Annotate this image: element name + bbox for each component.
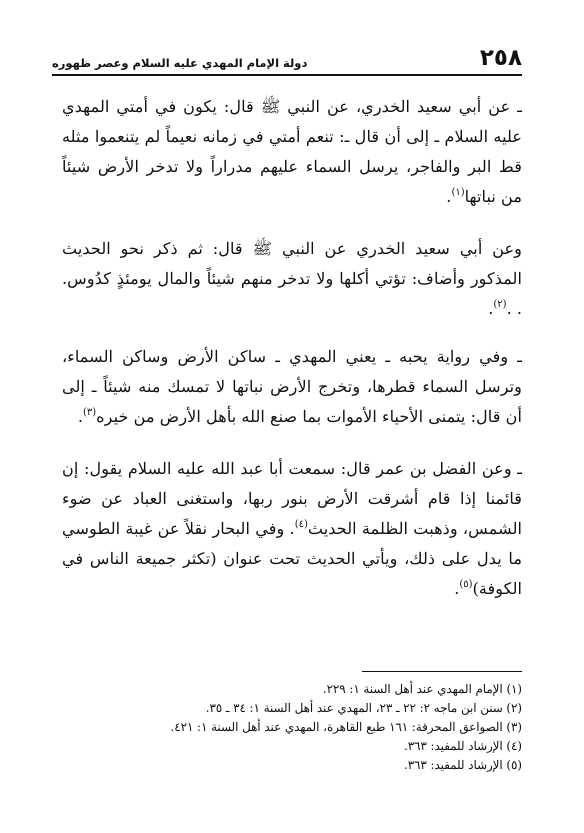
footnote-ref-2: (٢) [493,299,507,310]
footnote-3: (٣) الصواعق المحرقة: ١٦١ طبع القاهرة، المهدي عند أهل السنة ١: ٤٢١. [170,720,522,734]
paragraph-2 [62,234,522,324]
paragraph-3 [62,342,522,432]
running-header [52,44,522,76]
footnote-ref-3: (٣) [82,407,97,418]
footnote-5: (٥) الإرشاد للمفيد: ٣٦٣. [403,758,522,772]
paragraph-2-text: وعن أبي سعيد الخدري عن النبي ﷺ قال: ثم ذكر نحو الحديث المذكور وأضاف: تؤتي أكلها ولا تدخر منهم شيئاً والمال يومئذٍ كدُوس. . . [62,239,522,318]
footnote-1: (١) الإمام المهدي عند أهل السنة ١: ٢٢٩. [322,682,522,696]
running-title: دولة الإمام المهدي عليه السلام وعصر ظهوره [52,56,308,70]
paragraph-1 [62,92,522,212]
main-text [62,92,522,626]
page-number: ٢٥٨ [479,45,522,71]
footnote-ref-1: (١) [451,187,465,198]
footnote-separator [362,671,522,672]
paragraph-4-end: . [454,579,460,598]
paragraph-4 [62,454,522,604]
paragraph-1-text: ـ عن أبي سعيد الخدري، عن النبي ﷺ قال: يكون في أمتي المهدي عليه السلام ـ إلى أن قال ـ: تنعم أمتي في زمانه نعيماً لم يتنعموا مثله قط البر والفاجر، يرسل السماء عليهم مدراراً ولا تدخر الأرض شيئاً من نباتها [62,97,522,206]
paragraph-3-text: ـ وفي رواية يحبه ـ يعني المهدي ـ ساكن الأرض وساكن السماء، وترسل السماء قطرها، وتخرج الأرض نباتها لا تمسك منه شيئاً ـ إلى أن قال: يتمنى الأحياء الأموات بما صنع الله بأهل الأرض من خيره [62,347,522,426]
paragraph-3-end: . [77,407,83,426]
footnote-4: (٤) الإرشاد للمفيد: ٣٦٣. [403,739,522,753]
footnotes [62,680,522,775]
paragraph-2-end: . [488,299,494,318]
footnote-2: (٢) سنن ابن ماجه ٢: ٢٢ ـ ٢٣، المهدي عند أهل السنة ١: ٣٤ ـ ٣٥. [205,701,522,715]
footnote-ref-5: (٥) [459,579,473,590]
paragraph-4-middle: . وفي البحار نقلاً عن غيبة الطوسي ما يدل على ذلك، ويأتي الحديث تحت عنوان (تكثر جميعة الناس في الكوفة) [62,519,522,598]
paragraph-4-text: ـ وعن الفضل بن عمر قال: سمعت أبا عبد الله عليه السلام يقول: إن قائمنا إذا قام أشرقت الأرض بنور ربها، واستغنى العباد عن ضوء الشمس، وذهبت الظلمة الحديث [62,459,523,538]
paragraph-1-end: . [446,187,452,206]
footnote-ref-4: (٤) [294,519,308,530]
